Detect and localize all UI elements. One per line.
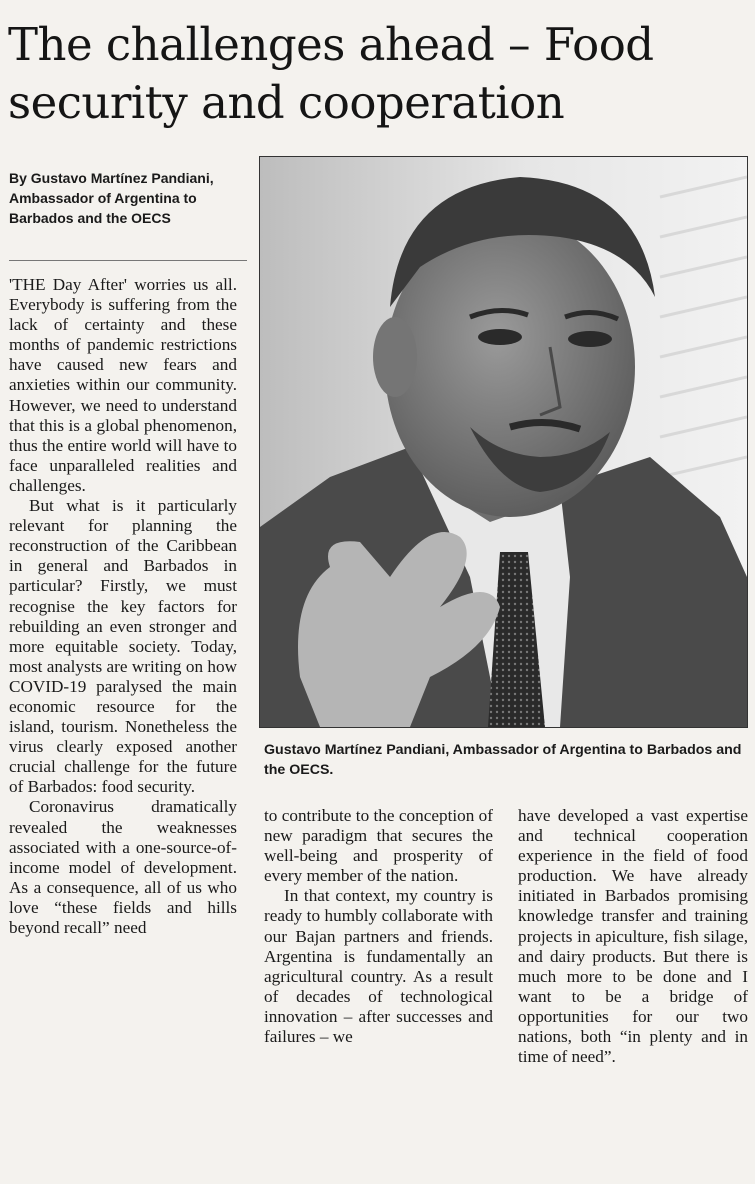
byline-divider bbox=[9, 260, 247, 261]
paragraph: 'THE Day After' worries us all. Everybody is suffering from the lack of certainty and these months of pandemic restrictions have caused new fears and anxieties within our community. However, we need to understand that this is a global phenomenon, thus the entire world will have to face unparalleled realities and challenges. bbox=[9, 275, 237, 495]
column-2 bbox=[264, 806, 493, 1047]
paragraph: In that context, my country is ready to humbly collaborate with our Bajan partners and friends. Argentina is fundamentally an agricultural country. As a result of decades of technological innovation – after successes and failures – we bbox=[264, 886, 493, 1047]
portrait-photo bbox=[259, 156, 748, 728]
paragraph: But what is it particularly relevant for planning the reconstruction of the Caribbean in general and Barbados in particular? Firstly, we must recognise the key factors for rebuilding an even stronger and more equitable society. Today, most analysts are writing on how COVID-19 paralysed the main economic resource for the island, tourism. Nonetheless the virus clearly exposed another crucial challenge for the future of Barbados: food security. bbox=[9, 496, 237, 797]
byline: By Gustavo Martínez Pandiani, Ambassador of Argentina to Barbados and the OECS bbox=[9, 170, 214, 226]
column-3 bbox=[518, 806, 748, 1067]
portrait-photo-icon bbox=[260, 157, 747, 727]
photo-caption: Gustavo Martínez Pandiani, Ambassador of Argentina to Barbados and the OECS. bbox=[264, 742, 742, 778]
paragraph: Coronavirus dramatically revealed the weaknesses associated with a one-source-of-income model of development. As a consequence, all of us who love “these fields and hills beyond recall” need bbox=[9, 797, 237, 937]
headline: The challenges ahead – Food security and cooperation bbox=[8, 18, 654, 129]
paragraph: to contribute to the conception of new paradigm that secures the well-being and prosperity of every member of the nation. bbox=[264, 806, 493, 886]
paragraph: have developed a vast expertise and technical cooperation experience in the field of food production. We have already initiated in Barbados promising knowledge transfer and training projects in apiculture, fish silage, and dairy products. But there is much more to be done and I want to be a bridge of opportunities for our two nations, both “in plenty and in time of need”. bbox=[518, 806, 748, 1067]
column-1 bbox=[9, 275, 237, 938]
